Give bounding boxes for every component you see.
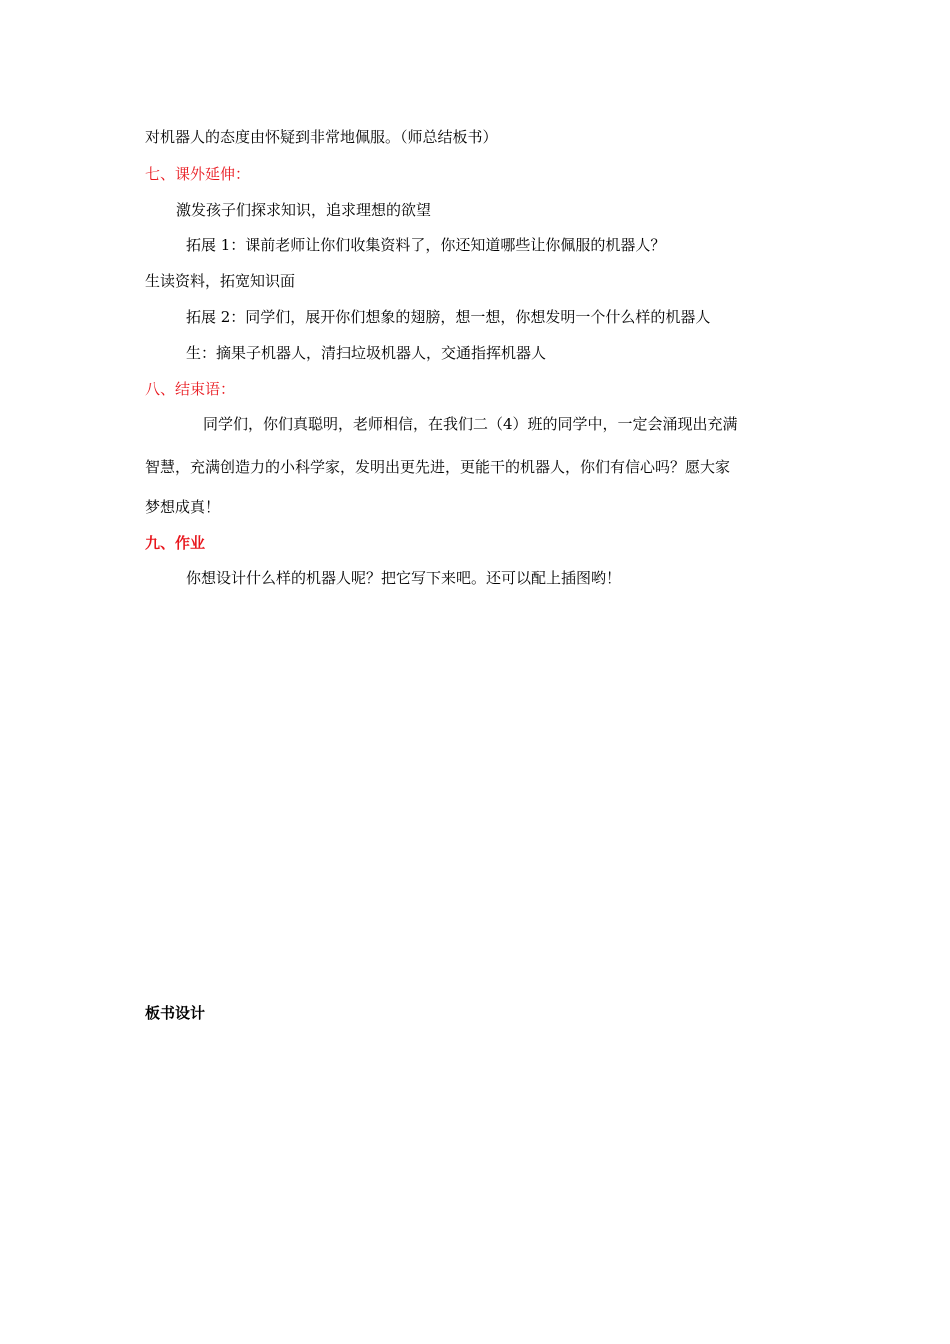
board-design-title: 板书设计 (145, 1004, 206, 1022)
closing-line-2: 智慧，充满创造力的小科学家，发明出更先进，更能干的机器人，你们有信心吗？愿大家 (145, 458, 731, 476)
heading-extension: 七、课外延伸： (145, 165, 251, 183)
text-line-student-answer: 生：摘果子机器人，清扫垃圾机器人，交通指挥机器人 (186, 344, 547, 362)
closing-line-1: 同学们，你们真聪明，老师相信，在我们二（4）班的同学中，一定会涌现出充满 (203, 415, 738, 433)
text-line-inspire: 激发孩子们探求知识，追求理想的欲望 (176, 201, 432, 219)
text-line-students-read: 生读资料，拓宽知识面 (145, 272, 296, 290)
heading-closing: 八、结束语： (145, 380, 236, 398)
text-line-attitude: 对机器人的态度由怀疑到非常地佩服。（师总结板书） (145, 128, 498, 146)
closing-line-3: 梦想成真！ (145, 498, 221, 516)
text-line-extension-1: 拓展 1：课前老师让你们收集资料了，你还知道哪些让你佩服的机器人？ (186, 236, 666, 254)
text-line-extension-2: 拓展 2：同学们，展开你们想象的翅膀，想一想，你想发明一个什么样的机器人 (186, 308, 711, 326)
homework-text: 你想设计什么样的机器人呢？把它写下来吧。还可以配上插图哟！ (186, 569, 622, 587)
heading-homework: 九、作业 (145, 534, 206, 552)
